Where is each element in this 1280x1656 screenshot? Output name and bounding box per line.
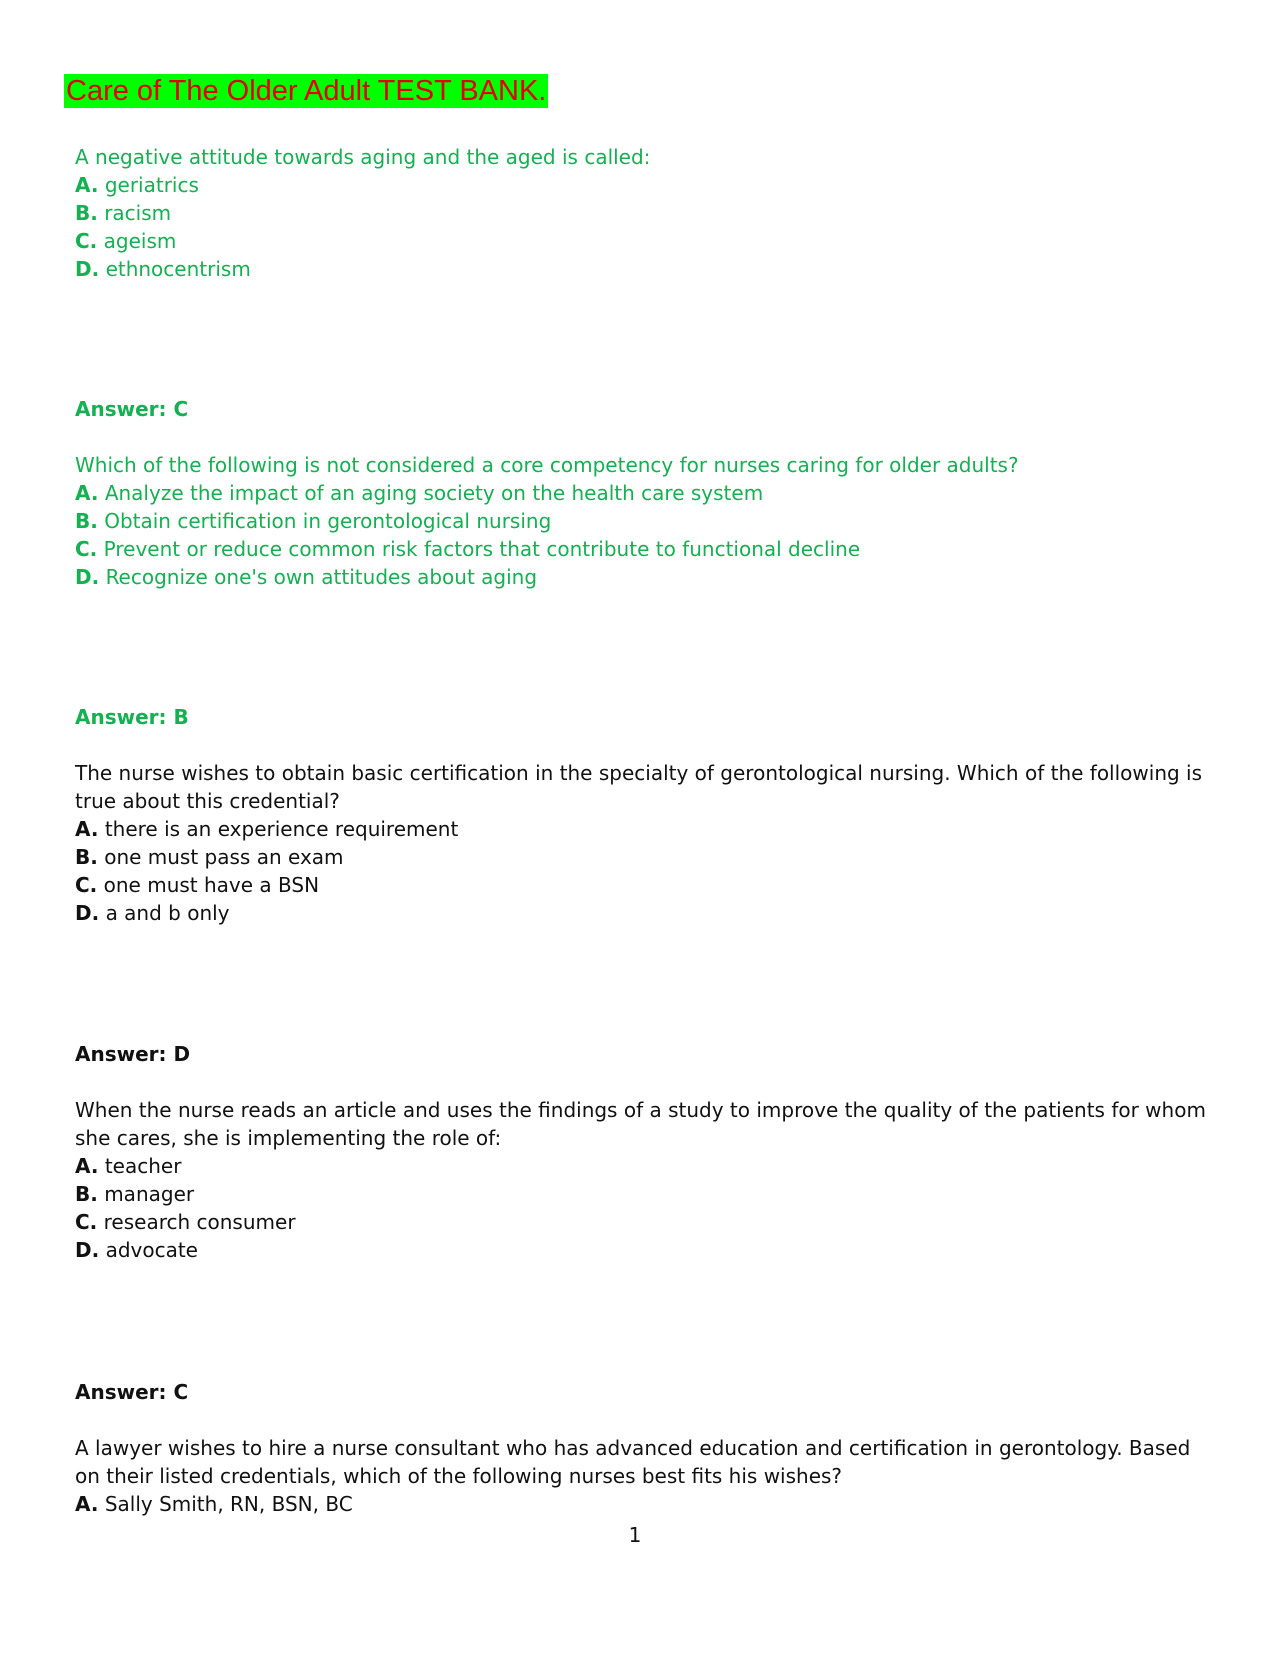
question-2-option-c: C. Prevent or reduce common risk factors that contribute to functional decline [75,537,861,561]
question-3-option-a: A. there is an experience requirement [75,817,459,841]
question-5-option-a: A. Sally Smith, RN, BSN, BC [75,1492,353,1516]
question-1-option-d: D. ethnocentrism [75,257,251,281]
question-4-text: When the nurse reads an article and uses the findings of a study to improve the quality of the patients for whom she cares, she is implementing the role of: [75,1098,1206,1150]
question-2-option-a: A. Analyze the impact of an aging society on the health care system [75,481,764,505]
question-4-answer: Answer: C [75,1380,189,1404]
page-number: 1 [628,1523,642,1547]
question-1-option-a: A. geriatrics [75,173,199,197]
question-5-text: A lawyer wishes to hire a nurse consultant who has advanced education and certification in gerontology. Based on their listed credentials, which of the following nurses best fits his wishes? [75,1436,1191,1488]
question-1-answer: Answer: C [75,397,189,421]
question-5 [75,1434,1210,1518]
question-2 [75,451,1210,591]
question-4-option-a: A. teacher [75,1154,182,1178]
question-3-option-d: D. a and b only [75,901,230,925]
question-3-option-c: C. one must have a BSN [75,873,320,897]
question-1-text: A negative attitude towards aging and the aged is called: [75,145,651,169]
question-1-option-c: C. ageism [75,229,177,253]
question-2-option-d: D. Recognize one's own attitudes about aging [75,565,538,589]
question-2-option-b: B. Obtain certification in gerontological nursing [75,509,552,533]
document-title: Care of The Older Adult TEST BANK. [66,75,547,107]
question-3 [75,759,1210,927]
question-2-answer: Answer: B [75,705,189,729]
question-1-option-b: B. racism [75,201,172,225]
question-1 [75,143,1210,283]
question-4-option-d: D. advocate [75,1238,198,1262]
question-3-text: The nurse wishes to obtain basic certification in the specialty of gerontological nursing. Which of the following is true about this credential? [75,761,1203,813]
question-3-answer: Answer: D [75,1042,191,1066]
question-4 [75,1096,1210,1264]
question-2-text: Which of the following is not considered a core competency for nurses caring for older adults? [75,453,1019,477]
question-4-option-c: C. research consumer [75,1210,296,1234]
question-3-option-b: B. one must pass an exam [75,845,344,869]
question-4-option-b: B. manager [75,1182,195,1206]
